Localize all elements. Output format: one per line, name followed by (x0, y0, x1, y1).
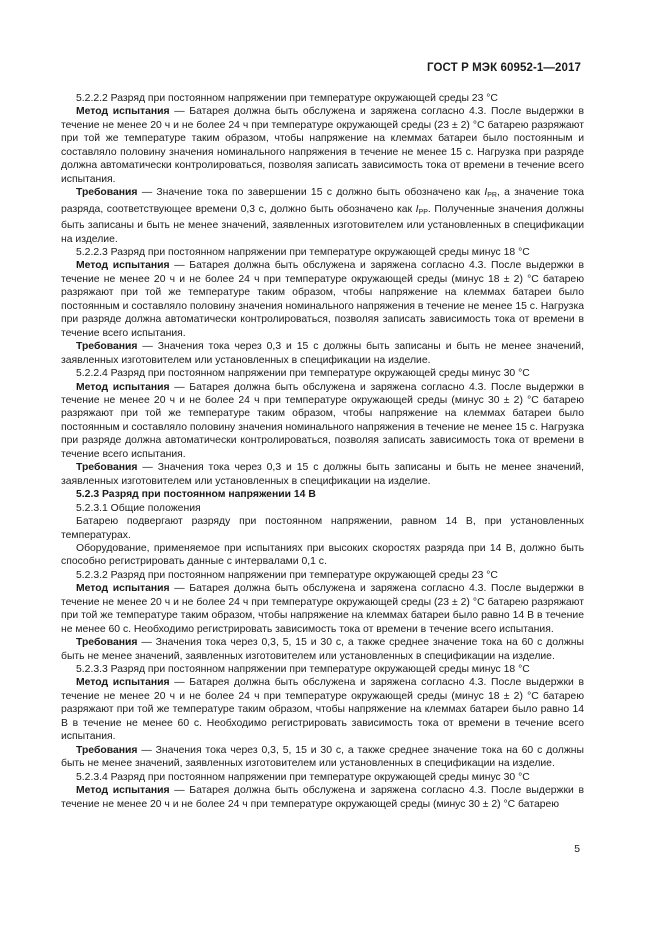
general-paragraph: Батарею подвергают разряду при постоянном напряжении, равном 14 В, при установленных температурах. (61, 516, 584, 541)
section-5-2-3-heading: 5.2.3 Разряд при постоянном напряжении 14 В (76, 489, 316, 501)
document-code: ГОСТ Р МЭК 60952-1—2017 (427, 62, 581, 74)
clause-5-2-3-3-method: Метод испытания — Батарея должна быть обслужена и заряжена согласно 4.3. После выдержки в течение не менее 20 ч и не более 24 ч при температуре окружающей среды (минус 18 ± 2) °С батарею разряжают при той же температуре таким образом, чтобы напряжение на клеммах батареи было равно 14 В в течение не менее 60 с. Необходимо регистрировать зависимость тока от времени в течение всего испытания. (61, 677, 584, 743)
clause-5-2-3-2-requirements: Требования — Значения тока через 0,3, 5, 15 и 30 с, а также среднее значение тока на 60 с должны быть не менее значений, заявленных изготовителем или установленных в спецификации на изделие. (61, 637, 584, 662)
clause-5-2-2-3-requirements: Требования — Значения тока через 0,3 и 15 с должны быть записаны и быть не менее значений, заявленных изготовителем или установленных в спецификации на изделие. (61, 341, 584, 366)
clause-5-2-2-2-title: 5.2.2.2 Разряд при постоянном напряжении при температуре окружающей среды 23 °С (76, 93, 498, 104)
clause-5-2-3-2-method: Метод испытания — Батарея должна быть обслужена и заряжена согласно 4.3. После выдержки в течение не менее 20 ч и не более 24 ч при температуре окружающей среды (23 ± 2) °С батарею разряжают при той же температуре таким образом, чтобы напряжение на клеммах батареи было равно 14 В в течение не менее 60 с. Необходимо регистрировать зависимость тока от времени в течение всего испытания. (61, 583, 584, 635)
method-label: Метод испытания (76, 785, 170, 797)
current-symbol-ipp: I (415, 203, 419, 215)
method-label: Метод испытания (76, 106, 170, 118)
clause-5-2-3-4-method: Метод испытания — Батарея должна быть обслужена и заряжена согласно 4.3. После выдержки в течение не менее 20 ч и не более 24 ч при температуре окружающей среды (минус 30 ± 2) °С батарею (61, 785, 584, 810)
general-paragraph: Оборудование, применяемое при испытаниях при высоких скоростях разряда при 14 В, должно быть способно регистрировать данные с интервалами 0,1 с. (61, 542, 584, 568)
method-label: Метод испытания (76, 260, 170, 272)
clause-5-2-3-3-requirements: Требования — Значения тока через 0,3, 5, 15 и 30 с, а также среднее значение тока на 60 с должны быть не менее значений, заявленных изготовителем или установленных в спецификации на изделие. (61, 744, 584, 770)
clause-5-2-2-4-requirements: Требования — Значения тока через 0,3 и 15 с должны быть записаны и быть не менее значений, заявленных изготовителем или установленных в спецификации на изделие. (61, 462, 584, 487)
clause-5-2-2-3-method: Метод испытания — Батарея должна быть обслужена и заряжена согласно 4.3. После выдержки в течение не менее 20 ч и не более 24 ч при температуре окружающей среды (минус 18 ± 2) °С батарею разряжают при той же температуре таким образом, чтобы напряжение на клеммах батареи было постоянным и составляло половину значения номинального напряжения в течение не менее 15 с. Нагрузка при разряде должна автоматически контролироваться, позволяя записать зависимость тока от времени в течение всего испытания. (61, 260, 584, 339)
clause-5-2-3-4-title: 5.2.3.4 Разряд при постоянном напряжении при температуре окружающей среды минус 30 °С (76, 771, 530, 783)
requirements-label: Требования (76, 341, 138, 353)
clause-5-2-3-3-title: 5.2.3.3 Разряд при постоянном напряжении при температуре окружающей среды минус 18 °С (76, 664, 530, 676)
document-body (61, 92, 584, 811)
clause-5-2-3-1-title: 5.2.3.1 Общие положения (76, 502, 201, 514)
current-symbol-ipr: I (484, 187, 488, 199)
requirements-label: Требования (76, 637, 138, 649)
requirements-label: Требования (76, 744, 138, 756)
clause-5-2-2-2-method: Метод испытания — Батарея должна быть обслужена и заряжена согласно 4.3. После выдержки в течение не менее 20 ч и не более 24 ч при температуре окружающей среды (23 ± 2) °С батарею разряжают при той же температуре таким образом, чтобы напряжение на клеммах батареи было постоянным и составляло половину значения номинального напряжения в течение не менее 15 с. Нагрузка при разряде должна автоматически контролироваться, позволяя записать зависимость тока от времени в течение всего испытания. (61, 106, 584, 185)
method-label: Метод испытания (76, 677, 170, 689)
clause-5-2-3-2-title: 5.2.3.2 Разряд при постоянном напряжении при температуре окружающей среды 23 °С (76, 569, 498, 581)
page-number: 5 (574, 844, 580, 855)
clause-5-2-2-3-title: 5.2.2.3 Разряд при постоянном напряжении при температуре окружающей среды минус 18 °С (76, 246, 530, 258)
method-label: Метод испытания (76, 381, 170, 393)
requirements-label: Требования (76, 187, 138, 199)
requirements-label: Требования (76, 462, 138, 474)
clause-5-2-2-4-title: 5.2.2.4 Разряд при постоянном напряжении при температуре окружающей среды минус 30 °С (76, 368, 530, 380)
clause-5-2-2-2-requirements: Требования — Значение тока по завершении 15 с должно быть обозначено как $I_{PR}$, а значение тока разряда, соответствующее времени 0,3 с, должно быть обозначено как $I_{PP}$. Полученные значения должны быть записаны и быть не менее значений, заявленных изготовителем или установленных в спецификации на изделие. (61, 187, 584, 245)
clause-5-2-2-4-method: Метод испытания — Батарея должна быть обслужена и заряжена согласно 4.3. После выдержки в течение не менее 20 ч и не более 24 ч при температуре окружающей среды (минус 30 ± 2) °С батарею разряжают при той же температуре таким образом, чтобы напряжение на клеммах батареи было постоянным и составляло половину значения номинального напряжения в течение не менее 15 с. Нагрузка при разряде должна автоматически контролироваться, позволяя записать зависимость тока от времени в течение всего испытания. (61, 381, 584, 460)
method-label: Метод испытания (76, 583, 170, 595)
